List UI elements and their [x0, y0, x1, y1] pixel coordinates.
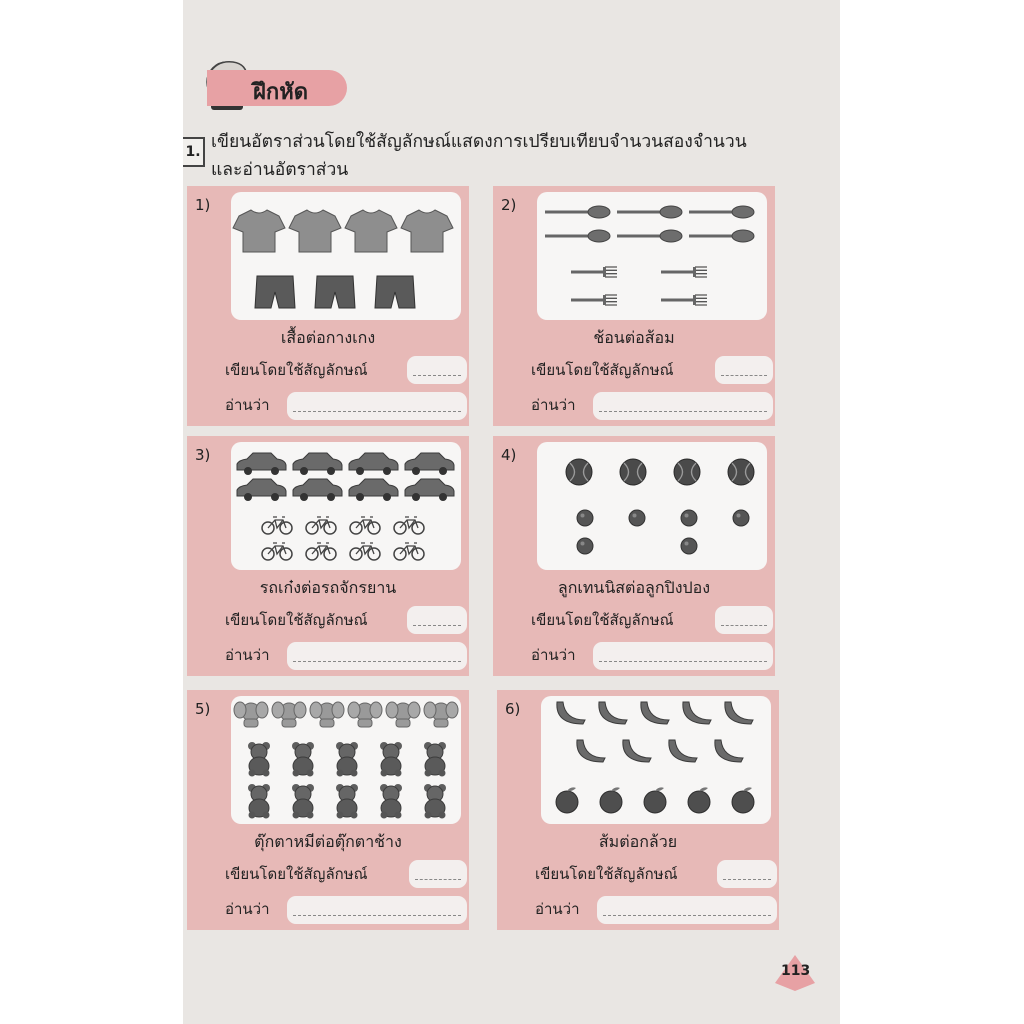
bicycle-icon: [394, 517, 424, 534]
symbol-answer-field[interactable]: [409, 860, 467, 888]
tennis-ball-icon: [566, 459, 592, 485]
exercise-card-5: [187, 690, 469, 930]
exercise-card-1: [187, 186, 469, 426]
bicycle-icon: [262, 517, 292, 534]
exercise-card-4: [493, 436, 775, 676]
read-as-label: อ่านว่า: [225, 646, 270, 664]
shorts-icon: [375, 276, 415, 308]
write-symbol-label: เขียนโดยใช้สัญลักษณ์: [225, 611, 368, 629]
read-as-label: อ่านว่า: [225, 900, 270, 918]
banana-icon: [669, 740, 697, 762]
picture-box: [231, 696, 461, 824]
car-icon: [349, 453, 398, 475]
read-answer-field[interactable]: [597, 896, 777, 924]
ping-pong-ball-icon: [733, 510, 749, 526]
fork-icon: [661, 267, 707, 277]
tennis-ball-icon: [728, 459, 754, 485]
shorts-icon: [255, 276, 295, 308]
exercise-card-2: [493, 186, 775, 426]
fork-icon: [571, 267, 617, 277]
shirt-icon: [289, 210, 341, 252]
teddy-bear-icon: [424, 742, 446, 777]
car-icon: [405, 453, 454, 475]
spoon-icon: [617, 206, 682, 218]
teddy-bear-icon: [424, 784, 446, 819]
car-icon: [237, 453, 286, 475]
spoon-icon: [689, 230, 754, 242]
read-as-label: อ่านว่า: [225, 396, 270, 414]
elephant-doll-icon: [234, 702, 268, 727]
write-symbol-label: เขียนโดยใช้สัญลักษณ์: [535, 865, 678, 883]
car-icon: [405, 479, 454, 501]
car-icon: [237, 479, 286, 501]
elephant-doll-icon: [310, 702, 344, 727]
item-number: 5): [195, 700, 211, 718]
worksheet-page: [183, 0, 840, 1024]
instruction-line-1: เขียนอัตราส่วนโดยใช้สัญลักษณ์แสดงการเปรียบเทียบจำนวนสองจำนวน: [211, 132, 747, 152]
banana-icon: [725, 702, 753, 724]
item-number: 6): [505, 700, 521, 718]
exercise-card-3: [187, 436, 469, 676]
item-caption: รถเก๋งต่อรถจักรยาน: [259, 578, 397, 597]
banana-icon: [623, 740, 651, 762]
read-as-label: อ่านว่า: [531, 396, 576, 414]
teddy-bear-icon: [292, 742, 314, 777]
orange-icon: [688, 787, 710, 813]
item-caption: ลูกเทนนิสต่อลูกปิงปอง: [557, 578, 711, 597]
shirt-icon: [345, 210, 397, 252]
item-caption: ช้อนต่อส้อม: [593, 328, 675, 347]
read-as-label: อ่านว่า: [531, 646, 576, 664]
car-icon: [293, 479, 342, 501]
banana-icon: [557, 702, 585, 724]
item-caption: ตุ๊กตาหมีต่อตุ๊กตาช้าง: [254, 832, 402, 851]
car-icon: [293, 453, 342, 475]
read-answer-field[interactable]: [593, 392, 773, 420]
write-symbol-label: เขียนโดยใช้สัญลักษณ์: [531, 611, 674, 629]
orange-icon: [732, 787, 754, 813]
orange-icon: [644, 787, 666, 813]
bicycle-icon: [262, 543, 292, 560]
banana-icon: [715, 740, 743, 762]
elephant-doll-icon: [272, 702, 306, 727]
item-number: 4): [501, 446, 517, 464]
ping-pong-ball-icon: [681, 510, 697, 526]
spoon-icon: [689, 206, 754, 218]
question-number: 1.: [183, 137, 205, 167]
item-number: 2): [501, 196, 517, 214]
fork-icon: [571, 295, 617, 305]
item-caption: ส้มต่อกล้วย: [598, 832, 678, 851]
read-answer-field[interactable]: [287, 392, 467, 420]
tennis-ball-icon: [620, 459, 646, 485]
write-symbol-label: เขียนโดยใช้สัญลักษณ์: [225, 865, 368, 883]
fork-icon: [661, 295, 707, 305]
teddy-bear-icon: [380, 742, 402, 777]
read-answer-field[interactable]: [287, 642, 467, 670]
bicycle-icon: [306, 517, 336, 534]
teddy-bear-icon: [336, 784, 358, 819]
shorts-icon: [315, 276, 355, 308]
spoon-icon: [545, 206, 610, 218]
teddy-bear-icon: [380, 784, 402, 819]
symbol-answer-field[interactable]: [715, 356, 773, 384]
item-number: 1): [195, 196, 211, 214]
symbol-answer-field[interactable]: [407, 606, 467, 634]
instruction-line-2: และอ่านอัตราส่วน: [211, 160, 349, 180]
bicycle-icon: [306, 543, 336, 560]
spoon-icon: [617, 230, 682, 242]
picture-box: [537, 442, 767, 570]
exercise-card-6: [497, 690, 779, 930]
symbol-answer-field[interactable]: [717, 860, 777, 888]
read-answer-field[interactable]: [593, 642, 773, 670]
shirt-icon: [401, 210, 453, 252]
elephant-doll-icon: [386, 702, 420, 727]
orange-icon: [600, 787, 622, 813]
shirt-icon: [233, 210, 285, 252]
symbol-answer-field[interactable]: [407, 356, 467, 384]
picture-box: [231, 442, 461, 570]
spoon-icon: [545, 230, 610, 242]
page-title: ฝึกหัด: [253, 80, 308, 105]
item-caption: เสื้อต่อกางเกง: [280, 328, 376, 347]
teddy-bear-icon: [248, 784, 270, 819]
tennis-ball-icon: [674, 459, 700, 485]
item-number: 3): [195, 446, 211, 464]
banana-icon: [683, 702, 711, 724]
write-symbol-label: เขียนโดยใช้สัญลักษณ์: [225, 361, 368, 379]
teddy-bear-icon: [292, 784, 314, 819]
ping-pong-ball-icon: [577, 510, 593, 526]
picture-box: [541, 696, 771, 824]
ping-pong-ball-icon: [681, 538, 697, 554]
banana-icon: [577, 740, 605, 762]
elephant-doll-icon: [348, 702, 382, 727]
bicycle-icon: [350, 543, 380, 560]
teddy-bear-icon: [248, 742, 270, 777]
car-icon: [349, 479, 398, 501]
question-instruction: [211, 128, 747, 184]
picture-box: [537, 192, 767, 320]
picture-box: [231, 192, 461, 320]
orange-icon: [556, 787, 578, 813]
symbol-answer-field[interactable]: [715, 606, 773, 634]
page-number: 113: [781, 963, 811, 979]
write-symbol-label: เขียนโดยใช้สัญลักษณ์: [531, 361, 674, 379]
bicycle-icon: [350, 517, 380, 534]
teddy-bear-icon: [336, 742, 358, 777]
banana-icon: [599, 702, 627, 724]
elephant-doll-icon: [424, 702, 458, 727]
bicycle-icon: [394, 543, 424, 560]
ping-pong-ball-icon: [577, 538, 593, 554]
read-as-label: อ่านว่า: [535, 900, 580, 918]
ping-pong-ball-icon: [629, 510, 645, 526]
banana-icon: [641, 702, 669, 724]
read-answer-field[interactable]: [287, 896, 467, 924]
